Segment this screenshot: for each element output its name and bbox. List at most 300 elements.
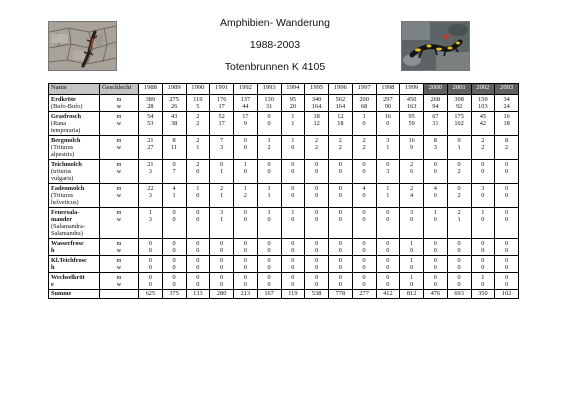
count-cell (495, 208, 519, 239)
count-cell (329, 208, 353, 239)
count-w: 0 (196, 264, 200, 271)
species-name-cell (49, 136, 100, 160)
count-w: 90 (384, 103, 392, 110)
table-row (49, 208, 519, 239)
count-cell (447, 239, 471, 256)
count-m: 275 (169, 96, 179, 103)
count-m: 340 (311, 96, 322, 103)
count-cell (471, 208, 495, 239)
count-m: 0 (481, 257, 485, 264)
count-cell (495, 273, 519, 290)
column-header-year: 1992 (234, 84, 258, 95)
count-cell (376, 95, 400, 112)
count-cell (495, 160, 519, 184)
count-cell (257, 239, 281, 256)
count-w: 0 (338, 168, 342, 175)
count-w: 0 (481, 216, 485, 223)
count-w: 11 (171, 144, 178, 151)
count-cell (305, 112, 329, 136)
count-cell (210, 112, 234, 136)
count-w: 0 (386, 247, 390, 254)
count-m: 95 (289, 96, 297, 103)
count-m: 17 (242, 113, 249, 120)
count-cell (329, 112, 353, 136)
count-cell (281, 160, 305, 184)
sum-cell: 778 (329, 290, 353, 299)
count-w: 2 (457, 168, 461, 175)
count-m: 0 (243, 257, 247, 264)
count-cell (234, 256, 258, 273)
count-m: 2 (410, 161, 414, 168)
count-cell (400, 208, 424, 239)
species-name: Grasfrosch (51, 113, 81, 120)
count-cell (352, 95, 376, 112)
sex-label-m: m (116, 185, 122, 192)
count-m: 16 (503, 113, 510, 120)
table-header-row (49, 84, 519, 95)
count-w: 0 (386, 281, 390, 288)
species-name: Kl.Teichfrosc (51, 257, 87, 264)
count-w: 2 (196, 120, 200, 127)
count-cell (400, 184, 424, 208)
count-w: 31 (432, 120, 439, 127)
count-m: 1 (362, 113, 366, 120)
count-w: 0 (481, 247, 485, 254)
count-m: 0 (433, 240, 437, 247)
count-w: 1 (386, 192, 390, 199)
count-m: 0 (386, 257, 390, 264)
species-latin-name: (Rana (51, 120, 67, 127)
count-w: 20 (289, 103, 297, 110)
count-cell (186, 208, 210, 239)
table-row (49, 239, 519, 256)
sex-cell (100, 256, 139, 273)
count-cell (471, 184, 495, 208)
count-m: 0 (457, 185, 461, 192)
table-row (49, 160, 519, 184)
count-cell (329, 95, 353, 112)
count-m: 0 (243, 137, 247, 144)
count-w: 1 (220, 216, 224, 223)
count-m: 0 (243, 240, 247, 247)
count-cell (234, 112, 258, 136)
count-w: 0 (196, 247, 200, 254)
count-w: 44 (242, 103, 249, 110)
count-w: 0 (148, 264, 152, 271)
count-w: 7 (172, 168, 176, 175)
species-latin-name: vulgaris) (51, 175, 74, 182)
count-cell (162, 95, 186, 112)
species-name-cell (49, 256, 100, 273)
count-w: 18 (337, 120, 344, 127)
count-m: 0 (196, 240, 200, 247)
count-cell (400, 239, 424, 256)
count-m: 2 (410, 185, 414, 192)
count-w: 0 (362, 192, 366, 199)
count-cell (424, 112, 448, 136)
count-m: 0 (315, 274, 319, 281)
column-header-year: 1994 (281, 84, 305, 95)
count-w: 2 (481, 144, 485, 151)
count-cell (139, 95, 163, 112)
count-m: 0 (386, 274, 390, 281)
count-m: 1 (481, 274, 485, 281)
column-header-year: 2002 (471, 84, 495, 95)
count-w: 103 (478, 103, 488, 110)
count-m: 0 (433, 161, 437, 168)
species-latin-name: (Bufo-Bufo) (51, 103, 83, 110)
count-cell (329, 273, 353, 290)
sum-label: Summe (49, 290, 100, 299)
count-m: 0 (362, 240, 366, 247)
salamander-photo (401, 21, 470, 71)
sum-cell: 167 (257, 290, 281, 299)
count-w: 0 (196, 192, 200, 199)
count-cell (424, 208, 448, 239)
count-m: 1 (291, 209, 295, 216)
count-w: 0 (362, 264, 366, 271)
count-w: 0 (338, 216, 342, 223)
count-m: 0 (243, 209, 247, 216)
count-w: 0 (291, 192, 295, 199)
count-cell (186, 136, 210, 160)
count-cell (305, 184, 329, 208)
count-cell (257, 136, 281, 160)
count-cell (447, 160, 471, 184)
count-m: 0 (338, 274, 342, 281)
count-cell (495, 256, 519, 273)
count-cell (424, 136, 448, 160)
count-m: 1 (291, 113, 295, 120)
count-w: 0 (172, 281, 176, 288)
count-cell (424, 184, 448, 208)
sex-label-w: w (116, 247, 122, 254)
species-name: Erdkröte (51, 96, 76, 103)
count-m: 1 (410, 274, 414, 281)
sex-label-m: m (116, 274, 122, 281)
count-cell (376, 160, 400, 184)
count-m: 2 (196, 161, 200, 168)
count-cell (281, 239, 305, 256)
count-m: 0 (338, 257, 342, 264)
count-m: 45 (479, 113, 487, 120)
count-w: 2 (505, 144, 509, 151)
sum-cell: 412 (376, 290, 400, 299)
species-latin-name: h (51, 247, 55, 254)
count-w: 102 (454, 120, 464, 127)
count-w: 0 (196, 281, 200, 288)
sex-label-m: m (116, 240, 122, 247)
count-w: 9 (410, 144, 414, 151)
count-cell (471, 95, 495, 112)
count-w: 0 (148, 247, 152, 254)
count-w: 0 (291, 264, 295, 271)
count-m: 0 (148, 240, 152, 247)
count-w: 0 (505, 264, 509, 271)
count-w: 38 (170, 120, 178, 127)
sum-cell: 280 (210, 290, 234, 299)
count-w: 26 (170, 103, 178, 110)
count-m: 16 (384, 113, 392, 120)
count-w: 0 (338, 247, 342, 254)
count-cell (281, 112, 305, 136)
sum-cell: 119 (281, 290, 305, 299)
count-cell (305, 95, 329, 112)
column-header-year: 1993 (257, 84, 281, 95)
count-m: 2 (338, 137, 342, 144)
count-m: 9 (457, 137, 461, 144)
count-cell (376, 256, 400, 273)
count-w: 0 (267, 168, 271, 175)
column-header-year: 2000 (424, 84, 448, 95)
species-latin-name: helveticus) (51, 199, 79, 206)
count-m: 0 (196, 257, 200, 264)
count-m: 22 (147, 185, 154, 192)
count-m: 1 (267, 137, 271, 144)
count-m: 0 (338, 209, 342, 216)
count-m: 0 (338, 161, 342, 168)
count-cell (329, 136, 353, 160)
count-m: 0 (362, 209, 366, 216)
count-cell (329, 184, 353, 208)
count-w: 12 (313, 120, 320, 127)
count-w: 24 (503, 103, 510, 110)
count-w: 0 (243, 264, 247, 271)
table-row (49, 256, 519, 273)
amphibian-count-table (48, 83, 519, 299)
count-w: 0 (315, 281, 319, 288)
count-m: 2 (196, 113, 200, 120)
count-m: 0 (433, 274, 437, 281)
count-m: 200 (359, 96, 369, 103)
count-w: 9 (243, 120, 247, 127)
table-row (49, 112, 519, 136)
species-name-cell (49, 184, 100, 208)
species-name: Feuersala- (51, 209, 80, 216)
count-w: 0 (220, 264, 224, 271)
count-m: 0 (220, 274, 224, 281)
species-latin-name: e (51, 281, 54, 288)
count-m: 0 (386, 161, 390, 168)
count-m: 1 (148, 209, 152, 216)
sex-label-w: w (116, 192, 122, 199)
count-m: 0 (291, 240, 295, 247)
count-w: 0 (172, 216, 176, 223)
count-w: 1 (457, 216, 461, 223)
column-header-year: 2003 (495, 84, 519, 95)
count-m: 2 (457, 209, 461, 216)
column-header-sex: Geschlecht (100, 84, 139, 95)
count-cell (234, 184, 258, 208)
count-cell (234, 208, 258, 239)
count-m: 0 (338, 185, 342, 192)
count-m: 95 (408, 113, 415, 120)
count-w: 0 (481, 168, 485, 175)
count-w: 0 (196, 168, 200, 175)
count-w: 3 (386, 168, 390, 175)
column-header-year: 1997 (352, 84, 376, 95)
species-name: Wasserfrosc (51, 240, 84, 247)
count-w: 0 (267, 247, 271, 254)
count-w: 0 (243, 247, 247, 254)
count-cell (352, 239, 376, 256)
count-w: 0 (505, 281, 509, 288)
count-w: 0 (386, 216, 390, 223)
count-w: 0 (267, 281, 271, 288)
count-w: 28 (147, 103, 154, 110)
count-m: 0 (291, 257, 295, 264)
count-cell (352, 136, 376, 160)
count-cell (376, 239, 400, 256)
count-cell (447, 256, 471, 273)
sex-cell (100, 95, 139, 112)
count-m: 54 (147, 113, 154, 120)
count-m: 137 (240, 96, 251, 103)
count-cell (471, 273, 495, 290)
column-header-year: 1988 (139, 84, 163, 95)
species-name: Fadenmolch (51, 185, 85, 192)
species-latin-name: alpestris) (51, 151, 75, 158)
count-w: 0 (433, 281, 437, 288)
species-latin-name: h (51, 264, 55, 271)
count-w: 0 (220, 247, 224, 254)
count-m: 1 (196, 185, 200, 192)
count-m: 0 (315, 161, 319, 168)
count-cell (257, 256, 281, 273)
count-w: 163 (406, 103, 417, 110)
count-cell (447, 136, 471, 160)
species-name: Wechselkröt (51, 274, 85, 281)
count-w: 0 (362, 216, 366, 223)
count-m: 2 (196, 137, 200, 144)
species-name: Teichmolch (51, 161, 82, 168)
count-m: 1 (410, 240, 414, 247)
count-cell (400, 95, 424, 112)
sex-label-m: m (116, 137, 122, 144)
count-w: 42 (479, 120, 487, 127)
table-row (49, 273, 519, 290)
count-m: 1 (243, 185, 247, 192)
count-w: 2 (362, 144, 366, 151)
count-m: 176 (216, 96, 227, 103)
count-w: 0 (505, 168, 509, 175)
count-m: 0 (505, 257, 509, 264)
count-cell (139, 112, 163, 136)
count-w: 1 (457, 144, 461, 151)
sex-cell (100, 136, 139, 160)
count-cell (305, 256, 329, 273)
sum-cell: 375 (162, 290, 186, 299)
count-m: 8 (172, 137, 176, 144)
count-cell (281, 136, 305, 160)
count-w: 0 (172, 264, 176, 271)
count-m: 268 (430, 96, 441, 103)
count-m: 0 (457, 257, 461, 264)
count-cell (281, 184, 305, 208)
count-w: 0 (410, 264, 414, 271)
count-cell (424, 239, 448, 256)
count-cell (281, 95, 305, 112)
count-m: 0 (315, 185, 319, 192)
count-cell (495, 184, 519, 208)
count-m: 0 (267, 257, 271, 264)
count-m: 562 (335, 96, 346, 103)
count-m: 0 (267, 240, 271, 247)
species-latin-name: (Triturus (51, 192, 74, 199)
count-cell (376, 273, 400, 290)
count-m: 0 (433, 257, 437, 264)
count-w: 0 (291, 247, 295, 254)
species-latin-name: mander (51, 216, 72, 223)
count-w: 27 (147, 144, 154, 151)
count-m: 119 (193, 96, 203, 103)
count-cell (495, 136, 519, 160)
count-cell (210, 208, 234, 239)
count-cell (471, 239, 495, 256)
count-cell (139, 160, 163, 184)
count-w: 5 (196, 103, 200, 110)
count-cell (139, 239, 163, 256)
count-m: 0 (362, 257, 366, 264)
count-w: 0 (433, 216, 437, 223)
location-label: Totenbrunnen K 4105 (224, 61, 326, 73)
count-m: 21 (147, 161, 154, 168)
column-header-year: 1998 (376, 84, 400, 95)
count-w: 0 (433, 264, 437, 271)
count-w: 53 (147, 120, 154, 127)
count-cell (139, 184, 163, 208)
count-cell (471, 112, 495, 136)
count-cell (471, 136, 495, 160)
column-header-year: 1995 (305, 84, 329, 95)
count-cell (281, 208, 305, 239)
count-cell (495, 239, 519, 256)
count-m: 0 (386, 209, 390, 216)
count-w: 0 (243, 281, 247, 288)
count-w: 0 (243, 168, 247, 175)
count-w: 18 (503, 120, 510, 127)
count-m: 16 (408, 137, 415, 144)
count-m: 0 (315, 257, 319, 264)
count-w: 0 (172, 247, 176, 254)
count-cell (257, 184, 281, 208)
count-w: 2 (338, 144, 342, 151)
count-w: 0 (505, 247, 509, 254)
count-m: 18 (313, 113, 320, 120)
sum-cell: 693 (447, 290, 471, 299)
count-w: 1 (267, 192, 271, 199)
count-cell (352, 256, 376, 273)
count-m: 67 (432, 113, 439, 120)
count-m: 1 (267, 209, 271, 216)
count-cell (495, 112, 519, 136)
sex-label-w: w (116, 168, 122, 175)
count-w: 0 (457, 281, 461, 288)
count-cell (495, 95, 519, 112)
count-cell (376, 208, 400, 239)
count-w: 0 (481, 281, 485, 288)
count-cell (257, 273, 281, 290)
count-cell (139, 136, 163, 160)
table-body (49, 95, 519, 299)
count-cell (305, 273, 329, 290)
count-m: 3 (386, 137, 390, 144)
count-w: 164 (311, 103, 322, 110)
column-header-year: 1989 (162, 84, 186, 95)
count-cell (305, 239, 329, 256)
count-w: 1 (291, 120, 295, 127)
count-cell (162, 208, 186, 239)
